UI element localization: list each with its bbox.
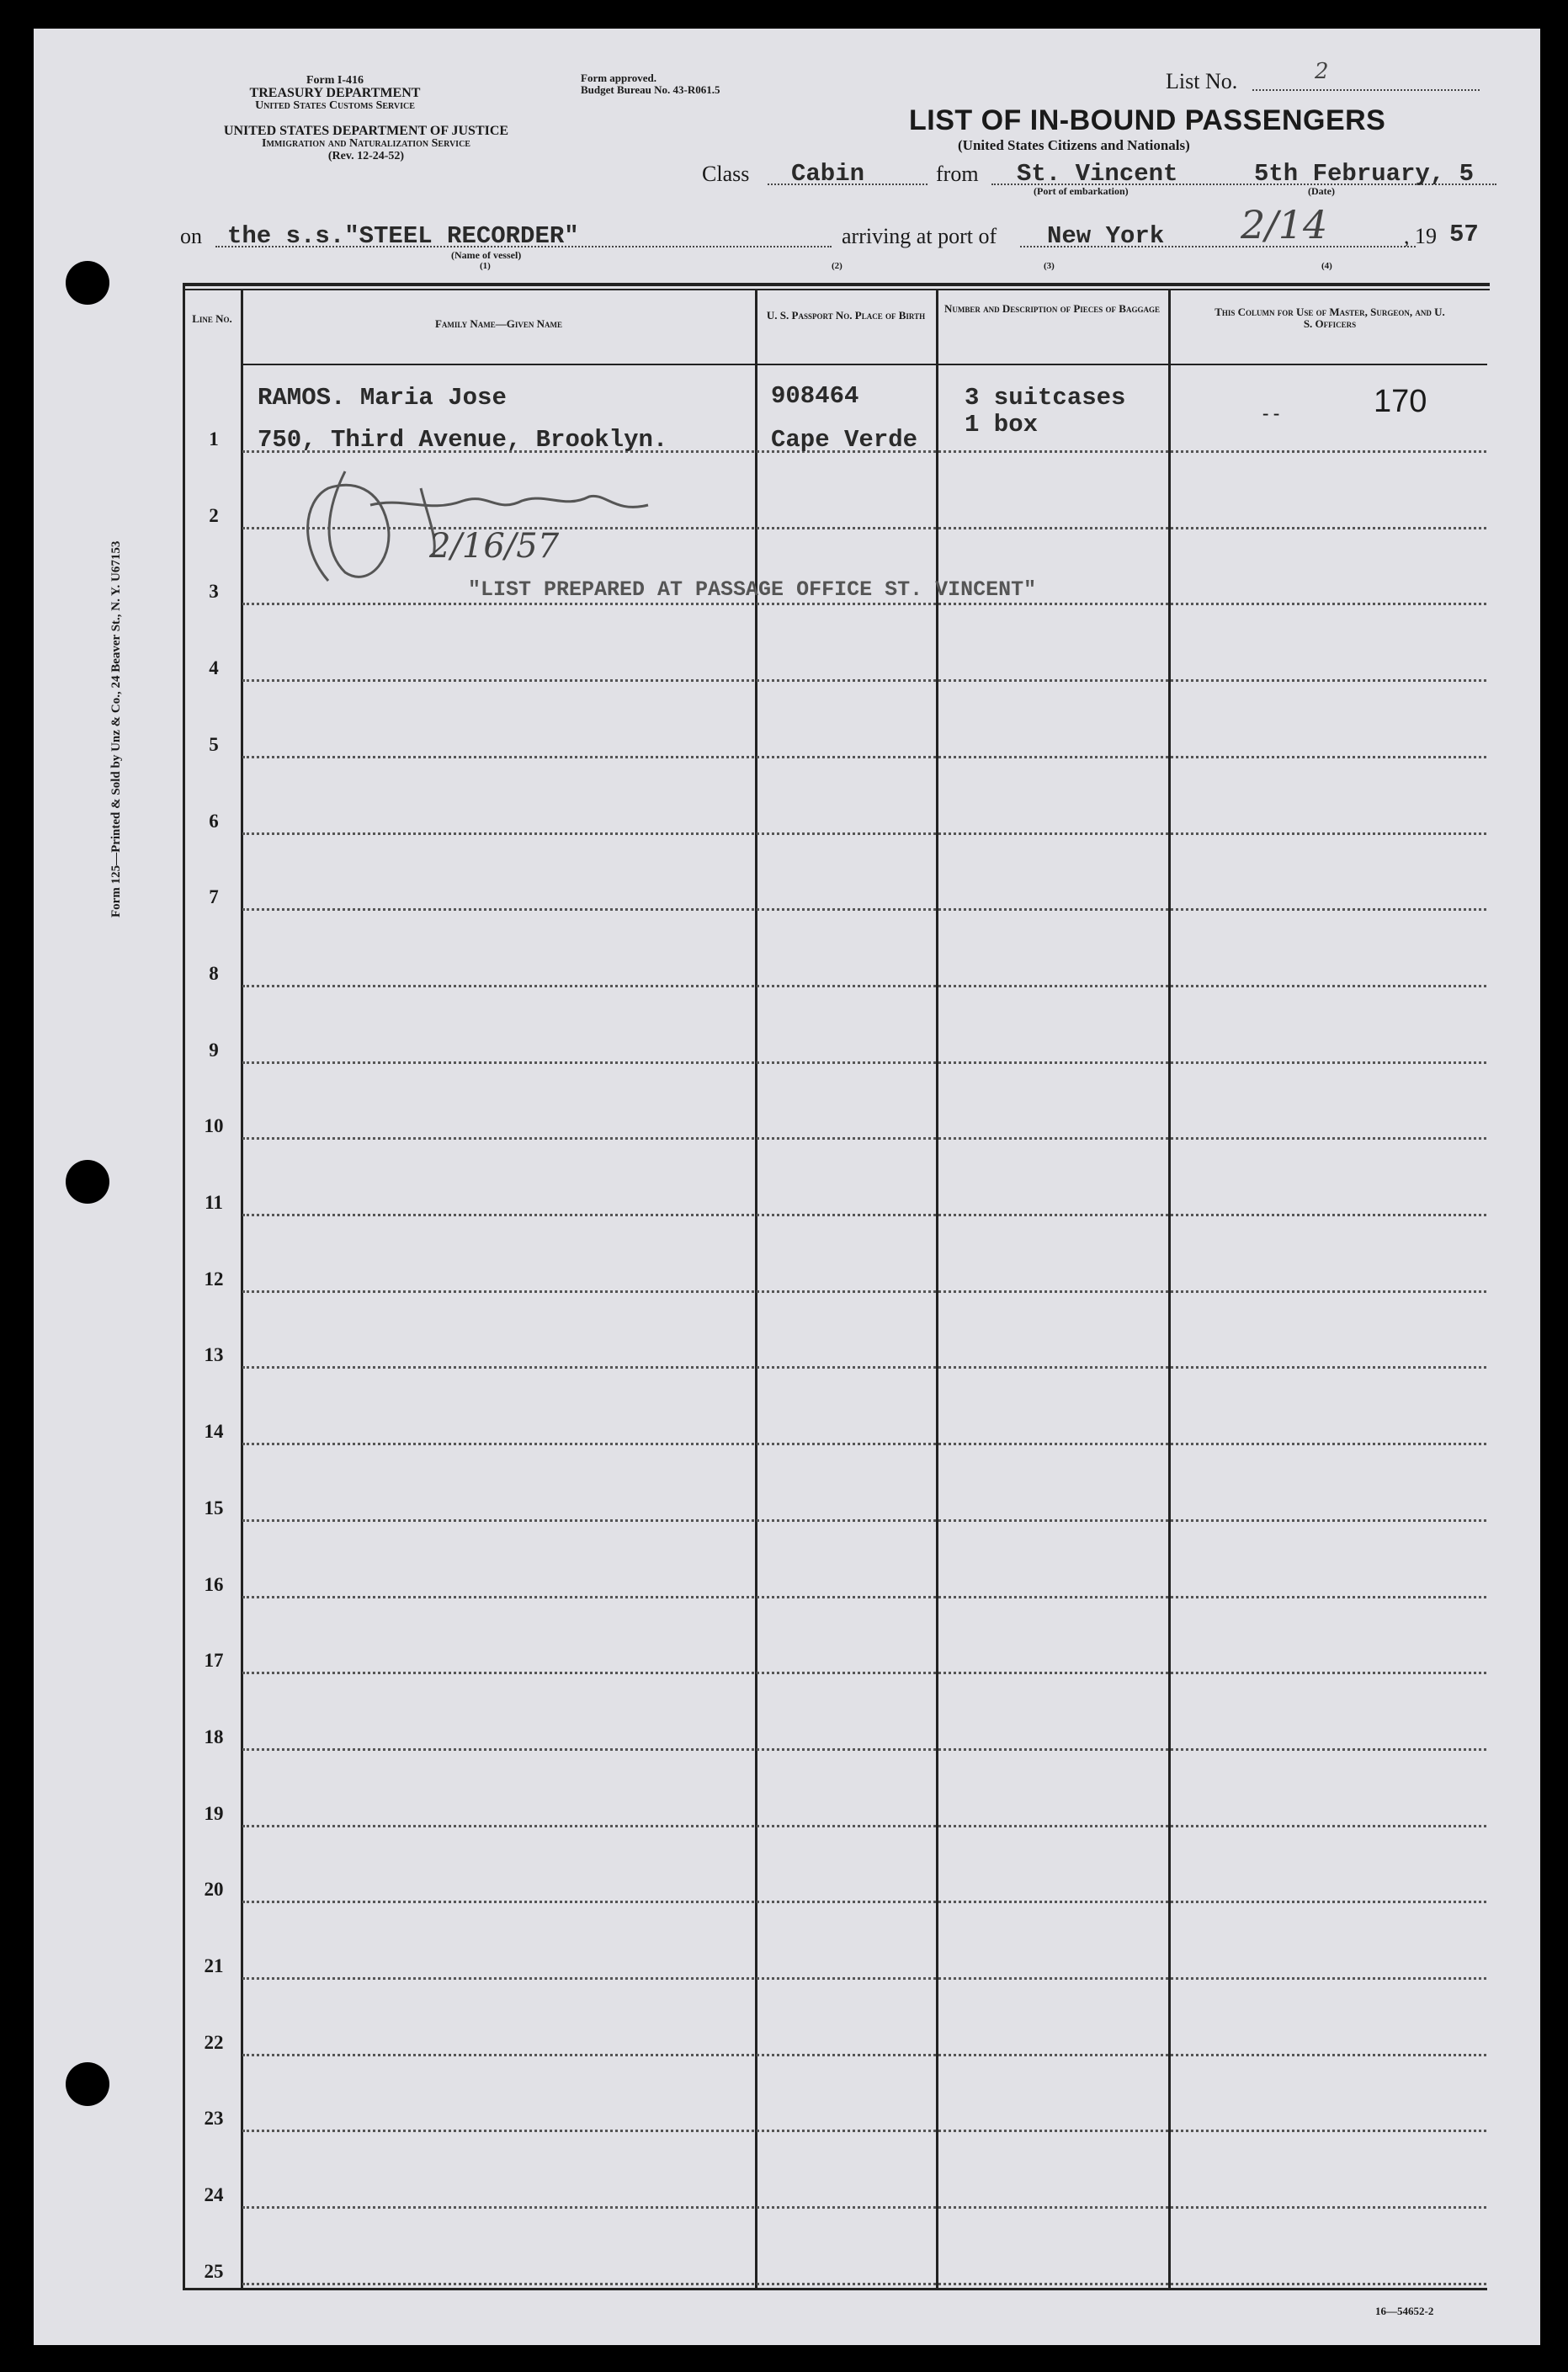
port-caption: (Port of embarkation)	[1034, 185, 1129, 197]
table-row	[242, 1214, 1486, 1216]
table-row	[242, 1672, 1486, 1674]
row-number: 13	[204, 1344, 224, 1366]
service: United States Customs Service	[255, 99, 415, 112]
subtitle: (United States Citizens and Nationals)	[958, 137, 1190, 153]
punch-hole	[66, 2062, 109, 2106]
table-row	[242, 1977, 1486, 1980]
col-baggage: Number and Description of Pieces of Baggage	[944, 302, 1160, 315]
table-row	[242, 1901, 1486, 1903]
table-row	[242, 603, 1486, 605]
row-number: 5	[209, 733, 219, 755]
from-label: from	[936, 162, 979, 186]
table-row	[242, 908, 1486, 911]
class-value: Cabin	[791, 160, 865, 188]
baggage-line-1: 3 suitcases	[965, 384, 1126, 412]
table-row	[242, 1290, 1486, 1293]
table-row	[242, 2206, 1486, 2209]
arriving-label: arriving at port of	[842, 224, 997, 248]
col3-caption: (3)	[1044, 261, 1055, 271]
ins: Immigration and Naturalization Service	[262, 137, 470, 150]
table-row	[242, 1443, 1486, 1445]
table-row	[242, 2283, 1486, 2285]
passenger-address: 750, Third Avenue, Brooklyn.	[258, 426, 668, 454]
officer-dash: - -	[1262, 402, 1280, 423]
table-row	[242, 1519, 1486, 1522]
row-number: 23	[204, 2108, 224, 2130]
class-label: Class	[702, 162, 750, 186]
date-value: 5th February, 5	[1254, 160, 1475, 188]
row-number: 24	[204, 2184, 224, 2206]
signature-mark	[295, 455, 732, 598]
date-caption: (Date)	[1308, 185, 1335, 197]
row-number: 15	[204, 1497, 224, 1518]
table-row	[242, 832, 1486, 835]
form-approved: Form approved.	[581, 72, 657, 84]
from-value: St. Vincent	[1017, 160, 1178, 188]
arrival-port: New York	[1047, 222, 1165, 250]
budget-bureau: Budget Bureau No. 43-R061.5	[581, 83, 720, 96]
justice-department: UNITED STATES DEPARTMENT OF JUSTICE	[223, 124, 509, 138]
table-row	[242, 1137, 1486, 1140]
col-name: Family Name—Given Name	[434, 317, 562, 330]
row-number: 25	[204, 2260, 224, 2282]
col-line-no: Line No.	[192, 312, 232, 325]
row-number: 12	[204, 1268, 224, 1290]
row-number: 10	[204, 1115, 224, 1137]
row-number: 19	[204, 1802, 224, 1824]
row-number: 20	[204, 1879, 224, 1901]
list-no-label: List No.	[1166, 69, 1238, 93]
table-row	[242, 2130, 1486, 2132]
row-number: 22	[204, 2031, 224, 2053]
col4-caption: (4)	[1321, 261, 1332, 271]
row-number: 7	[209, 886, 219, 908]
footer-code: 16—54652-2	[1375, 2305, 1434, 2317]
row-number: 21	[204, 1955, 224, 1976]
vessel-value: the s.s."STEEL RECORDER"	[227, 222, 579, 250]
col-officers: This Column for Use of Master, Surgeon, and U. S. Officers	[1215, 306, 1445, 330]
table-row	[242, 1061, 1486, 1064]
punch-hole	[66, 1160, 109, 1204]
on-label: on	[180, 224, 202, 248]
passport-number: 908464	[771, 382, 859, 410]
printer-margin-text: Form 125—Printed & Sold by Unz & Co., 24 Beaver St., N. Y. U67153	[109, 540, 123, 917]
row-number: 9	[209, 1039, 219, 1061]
vessel-caption: (Name of vessel)	[451, 249, 522, 261]
col1-caption: (1)	[480, 261, 491, 271]
table-row	[242, 2054, 1486, 2056]
signature-date: 2/16/57	[429, 527, 560, 566]
revision: (Rev. 12-24-52)	[327, 150, 405, 162]
row-number: 8	[209, 962, 219, 984]
col-passport: U. S. Passport No. Place of Birth	[766, 309, 926, 322]
row-number: 4	[209, 657, 219, 679]
punch-hole	[66, 261, 109, 305]
table-row	[242, 1366, 1486, 1369]
row-number: 14	[204, 1421, 224, 1443]
table-row	[242, 756, 1486, 758]
year-value: 57	[1449, 221, 1479, 248]
form-number: Form I-416	[306, 74, 364, 87]
row-number: 6	[209, 810, 219, 832]
passenger-name: RAMOS. Maria Jose	[258, 384, 507, 412]
arrival-date-handwritten: 2/14	[1241, 202, 1328, 247]
year-prefix: , 19	[1404, 224, 1437, 248]
birthplace: Cape Verde	[771, 426, 918, 454]
table-row	[242, 985, 1486, 987]
row-number: 2	[209, 504, 219, 526]
col2-caption: (2)	[832, 261, 842, 271]
page-title: LIST OF IN-BOUND PASSENGERS	[909, 104, 1386, 136]
row-number: 11	[205, 1192, 223, 1213]
baggage-line-2: 1 box	[965, 411, 1039, 439]
row-number: 16	[204, 1573, 224, 1595]
row-number: 18	[204, 1726, 224, 1747]
officer-number: 170	[1374, 384, 1427, 419]
table-row	[242, 1748, 1486, 1751]
table-row	[242, 679, 1486, 682]
table-row	[242, 1596, 1486, 1598]
row-number: 17	[204, 1650, 224, 1672]
remark-text: "LIST PREPARED AT PASSAGE OFFICE ST. VINCENT"	[468, 577, 1037, 602]
department: TREASURY DEPARTMENT	[249, 86, 421, 100]
list-no-value: 2	[1315, 59, 1329, 84]
row-number: 1	[209, 428, 219, 449]
table-row	[242, 1825, 1486, 1827]
row-number: 3	[209, 581, 219, 603]
